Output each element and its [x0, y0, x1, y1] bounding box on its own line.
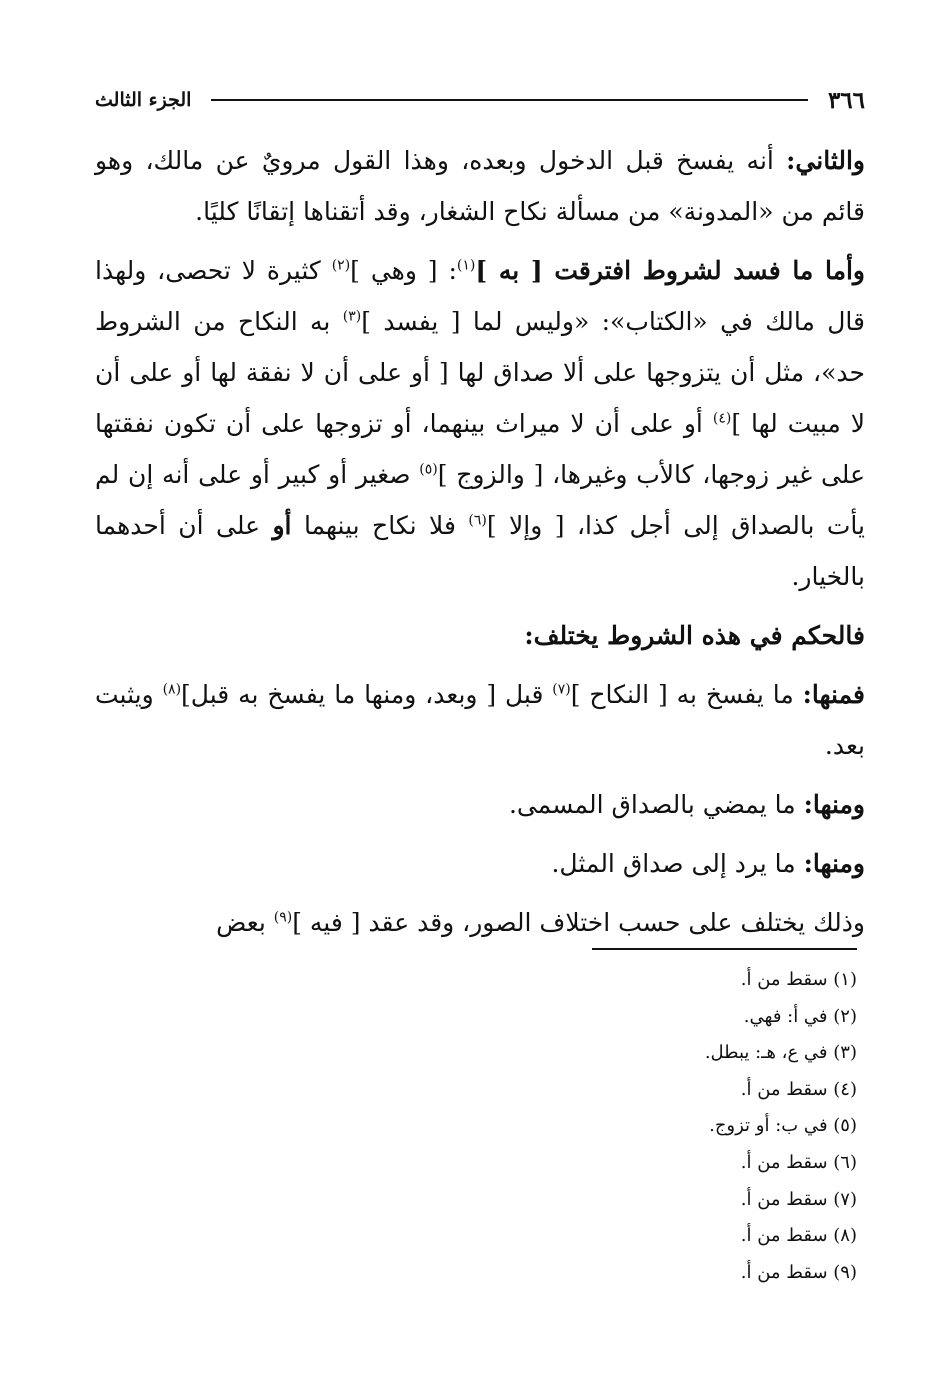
footnote-separator [592, 948, 857, 950]
paragraph [95, 245, 865, 602]
paragraph-text: ويثبت بعد. [95, 680, 865, 760]
footnote-marker: (٣) [342, 308, 362, 325]
footnote: (٢) في أ: فهي. [743, 1005, 857, 1027]
footnote: (٥) في ب: أو تزوج. [709, 1115, 857, 1137]
footnote: (٤) سقط من أ. [740, 1078, 857, 1100]
page-header [95, 80, 865, 120]
paragraph-text: على أن أحدهما بالخيار. [95, 511, 865, 591]
footnote: (١) سقط من أ. [740, 969, 857, 990]
paragraph [95, 610, 865, 661]
footnote-marker: (٢) [331, 257, 351, 274]
paragraph-text: ما يمضي بالصداق المسمى. [508, 790, 804, 819]
paragraph-text: وذلك يختلف على حسب اختلاف الصور، وقد عقد [ فيه ] [292, 908, 865, 937]
footnote-marker: (٤) [712, 410, 732, 427]
paragraph-lead: فمنها: [802, 680, 865, 709]
paragraph-text: فلا نكاح بينهما [291, 511, 469, 540]
footnote-marker: (٦) [468, 512, 487, 529]
paragraph-lead: ومنها: [803, 790, 865, 819]
paragraph-text: أنه يفسخ قبل الدخول وبعده، وهذا القول مرويٌ عن مالك، وهو قائم من «المدونة» من مسألة نكاح الشغار، وقد أتقناها إتقانًا كليًا. [95, 146, 865, 226]
footnote-marker: (٧) [552, 681, 571, 698]
paragraph-text: ما يفسخ به [ النكاح ] [570, 680, 803, 709]
bold-word: أو [272, 511, 292, 540]
volume-title: الجزء الثالث [95, 89, 192, 111]
paragraph-lead: ومنها: [803, 849, 865, 878]
paragraph [95, 897, 865, 948]
paragraph [95, 779, 865, 830]
paragraph-lead: وأما ما فسد لشروط افترقت [ به ] [475, 256, 866, 285]
footnote-marker: (٩) [273, 909, 293, 926]
section-heading: فالحكم في هذه الشروط يختلف: [524, 621, 865, 650]
paragraph [95, 669, 865, 771]
paragraph-text: به النكاح من الشروط حد»، مثل أن يتزوجها على ألا صداق لها [ أو على أن لا نفقة لها أو على أن لا مبيت لها ] [95, 307, 865, 438]
paragraph-text: : [ وهي ] [350, 256, 457, 285]
footnote: (٦) سقط من أ. [740, 1151, 857, 1173]
footnotes [457, 962, 857, 1291]
footnote: (٩) سقط من أ. [740, 1261, 857, 1283]
paragraph-text: ما يرد إلى صداق المثل. [551, 849, 804, 878]
paragraph [95, 838, 865, 889]
main-text [95, 135, 865, 956]
footnote-marker: (٨) [162, 681, 182, 698]
footnote: (٨) سقط من أ. [740, 1225, 857, 1247]
paragraph [95, 135, 865, 237]
paragraph-text: قبل [ وبعد، ومنها ما يفسخ به قبل] [181, 680, 553, 709]
paragraph-text: بعض [216, 908, 274, 937]
paragraph-text: أو على أن لا ميراث بينهما، أو تزوجها على أن تكون نفقتها على غير زوجها، كالأب وغيرها، [ والزوج ] [95, 409, 865, 489]
page-number: ٣٦٦ [827, 86, 865, 114]
paragraph-text: صغير أو كبير أو على أنه إن لم يأت بالصداق إلى أجل كذا، [ وإلا ] [95, 460, 865, 540]
paragraph-lead: والثاني: [786, 146, 865, 175]
footnote: (٧) سقط من أ. [740, 1188, 857, 1210]
footnote-marker: (٥) [419, 461, 438, 478]
footnote: (٣) في ع، هـ: يبطل. [704, 1042, 857, 1064]
paragraph-text: كثيرة لا تحصى، ولهذا قال مالك في «الكتاب»: «وليس لما [ يفسد ] [95, 256, 866, 336]
header-rule [211, 99, 808, 101]
footnote-marker: (١) [456, 257, 476, 274]
